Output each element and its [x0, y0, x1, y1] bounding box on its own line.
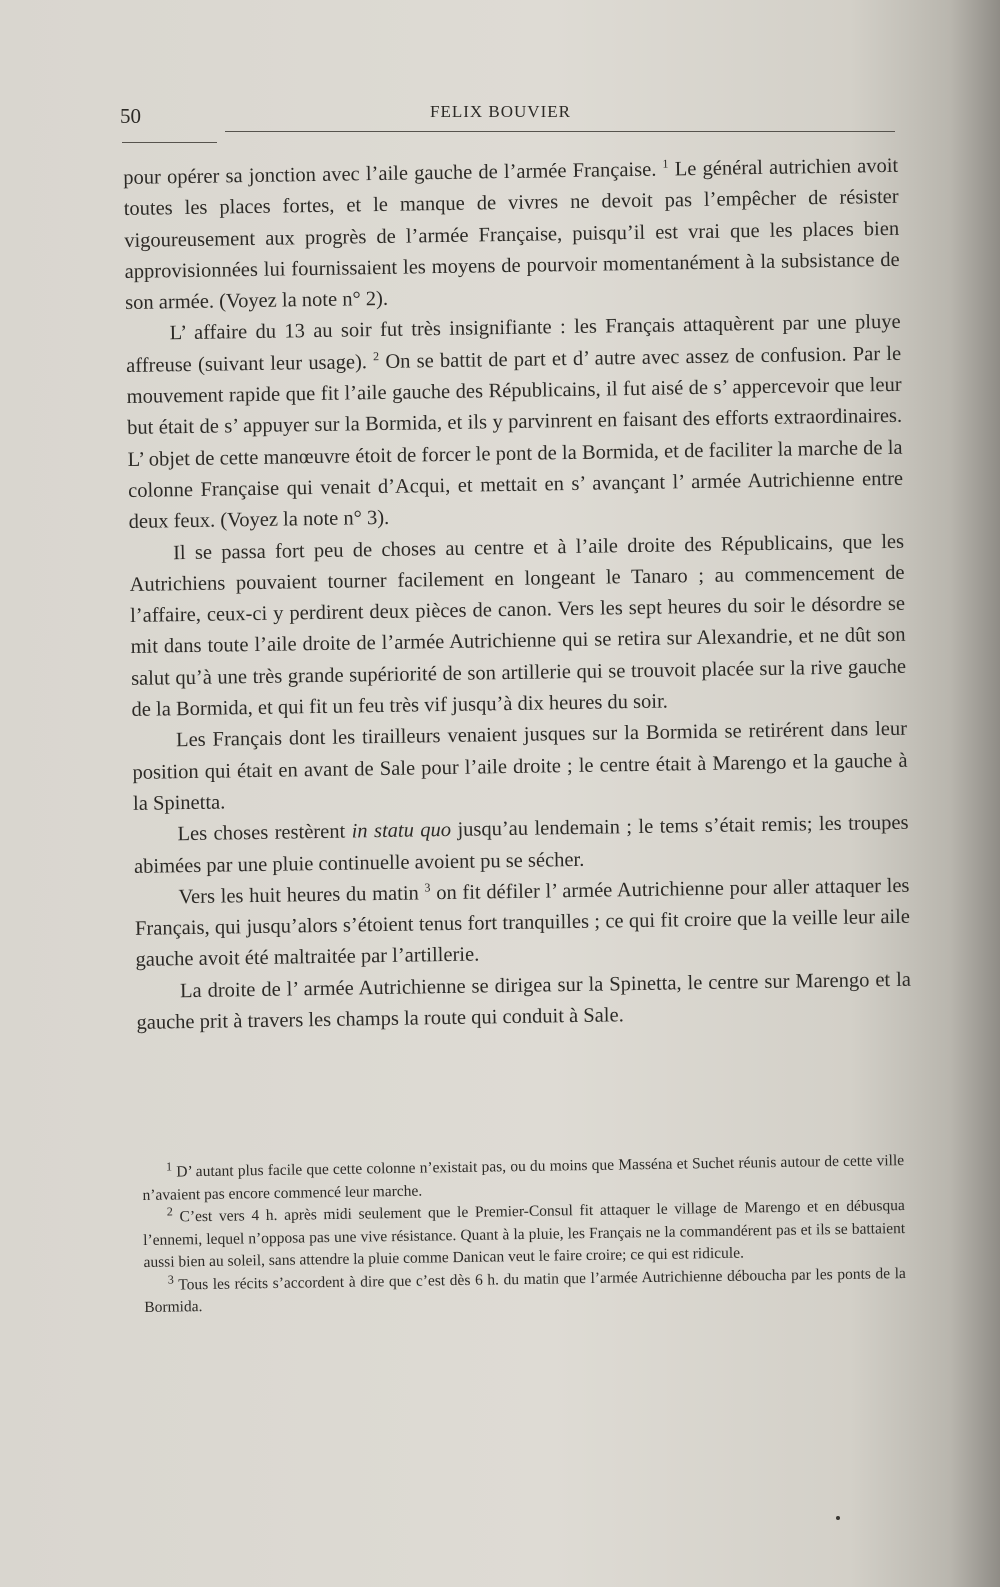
paragraph-5-text: Les choses restèrent	[177, 820, 352, 846]
footnote-1-text: D’ autant plus facile que cette colonne n’existait pas, ou du moins que Masséna et Suchet réunis autour de cette ville n’avaient pas encore commencé leur marche.	[142, 1152, 905, 1204]
paragraph-6-text: Vers les huit heures du matin	[178, 882, 419, 909]
footnote-3-text: Tous les récits s’accordent à dire que c’est dès 6 h. du matin que l’armée Autrichienne déboucha par les ponts de la Bormida.	[144, 1264, 906, 1316]
footnote-ref-2: 2	[372, 348, 380, 364]
page-number: 50	[120, 104, 141, 128]
page-header	[120, 100, 895, 130]
paragraph-1-text: pour opérer sa jonction avec l’aile gauche de l’armée Française.	[123, 158, 657, 189]
paragraph-5-continued: jusqu’au lendemain ; le tems s’était remis; les troupes abimées par une pluie continuelle avoient pu se sécher.	[133, 811, 909, 878]
footnote-3-number: 3	[167, 1271, 174, 1286]
paragraph-1-continued: Le général autrichien avoit toutes les places fortes, et le manque de vivres ne devoit pas l’empêcher de résister vigoureusement aux progrès de l’armée Française, puisqu’il est vrai que les places bien approvisionnées lui fournissaient les moyens de pourvoir momentanément à la subsistance de son armée. (Voyez la note n° 2).	[123, 154, 900, 315]
footnote-2-text: C’est vers 4 h. après midi seulement que le Premier-Consul fit attaquer le village de Marengo et en débusqua l’ennemi, lequel n’opposa pas une vive résistance. Quant à la pluie, les Français ne la commandérent pas et ils se battaient aussi bien au soleil, sans attendre la pluie comme Danican veut le faire croire; ce qui est ridicule.	[143, 1197, 906, 1271]
body-text	[123, 151, 912, 1039]
paragraph-4: Les Français dont les tirailleurs venaient jusques sur la Bormida se retirérent dans leur position qui était en avant de Sale pour l’aile droite ; le centre était à Marengo et la gauche à la Spinetta.	[132, 718, 908, 815]
footnotes	[142, 1150, 906, 1319]
paragraph-6	[134, 871, 910, 977]
paragraph-2-continued: On se battit de part et d’ autre avec assez de confusion. Par le mouvement rapide que fit l’aile gauche des Républicains, il fut aisé de s’ appercevoir que leur but était de s’ appuyer sur la Bormida, et ils y parvinrent en faisant des efforts extraordinaires. L’ objet de cette manœuvre étoit de forcer le pont de la Bormida, et de faciliter la marche de la colonne Française qui venait d’Acqui, et mettait en s’ avançant l’ armée Autrichienne entre deux feux. (Voyez la note n° 3).	[126, 342, 904, 534]
footnote-2	[143, 1195, 906, 1274]
footnote-1-number: 1	[165, 1159, 173, 1174]
ink-speck	[836, 1516, 840, 1520]
paragraph-6-continued: on fit défiler l’ armée Autrichienne pour aller attaquer les Français, qui jusqu’alors s’étoient tenus fort tranquilles ; ce qui fit croire que la veille leur aile gauche avoit été maltraitée par l’artillerie.	[134, 874, 911, 972]
footnote-ref-3: 3	[424, 880, 431, 895]
footnote-ref-1: 1	[662, 156, 669, 171]
paragraph-7: La droite de l’ armée Autrichienne se dirigea sur la Spinetta, le centre sur Marengo et la gauche prit à travers les champs la route qui conduit à Sale.	[136, 968, 912, 1034]
header-rule-right	[225, 131, 895, 132]
paragraph-3: Il se passa fort peu de choses au centre et à l’aile droite des Républicains, que les Autrichiens pouvaient tourner facilement en longeant le Tanaro ; au commencement de l’affaire, ceux-ci y perdirent deux pièces de canon. Vers les sept heures du soir le désordre se mit dans toute l’aile droite de l’armée Autrichienne qui se retira sur Alexandrie, et ne dût son salut qu’à une très grande supériorité de son artillerie qui se trouvoit placée sur la rive gauche de la Bormida, et qui fit un feu très vif jusqu’à dix heures du soir.	[129, 530, 907, 721]
footnote-2-number: 2	[166, 1204, 173, 1219]
latin-phrase: in statu quo	[351, 819, 452, 843]
paragraph-2-text: L’ affaire du 13 au soir fut très insignifiante : les Français attaquèrent par une pluye affreuse (suivant leur usage).	[126, 311, 901, 377]
paragraph-1	[123, 151, 900, 320]
paragraph-2	[125, 307, 903, 538]
header-rule-left	[122, 142, 217, 143]
running-head: FELIX BOUVIER	[430, 102, 571, 121]
